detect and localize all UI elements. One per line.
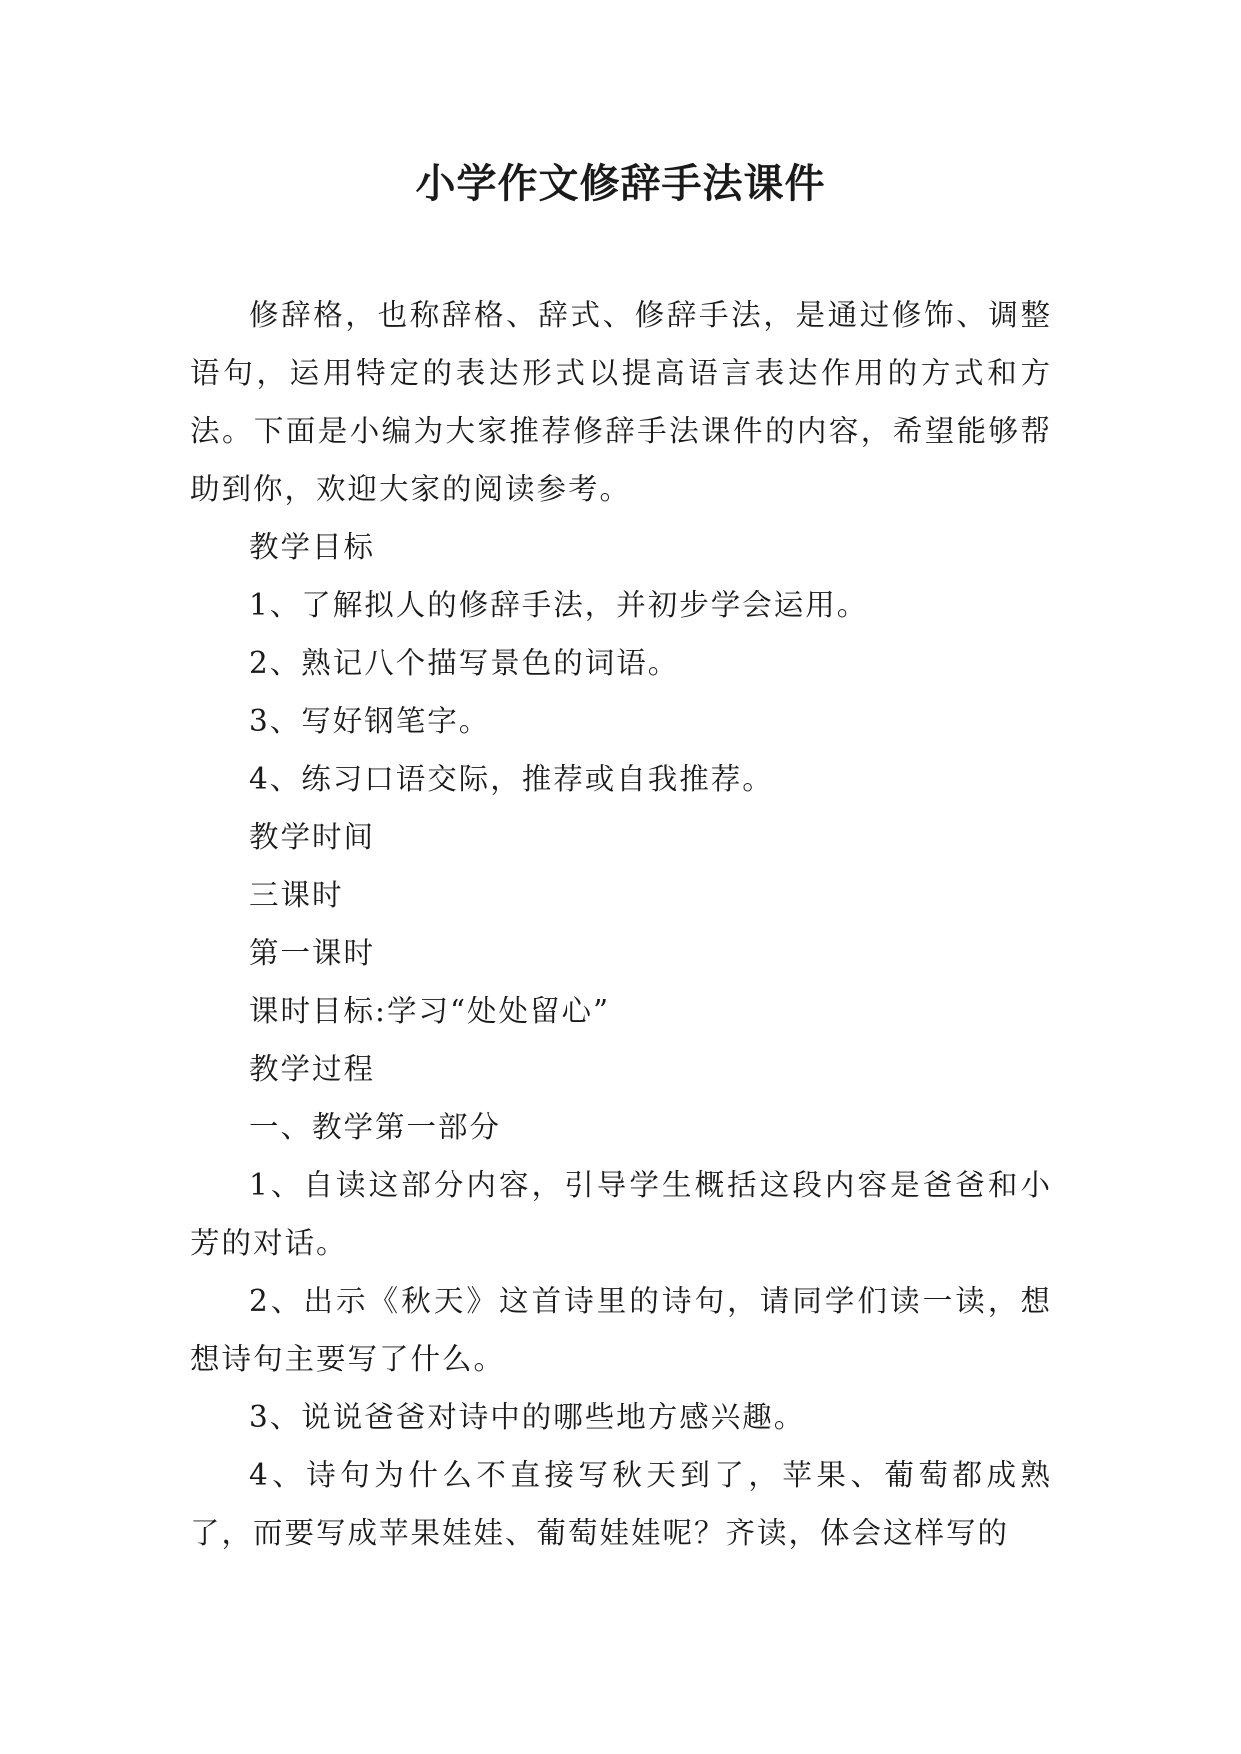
- process-step-3: 3、说说爸爸对诗中的哪些地方感兴趣。: [249, 1400, 806, 1434]
- intro-paragraph: 修辞格，也称辞格、辞式、修辞手法，是通过修饰、调整语句，运用特定的表达形式以提高语言表达作用的方式和方法。下面是小编为大家推荐修辞手法课件的内容，希望能够帮助到你，欢迎大家的阅读参考。: [190, 298, 1052, 506]
- goal-item-4: 4、练习口语交际，推荐或自我推荐。: [249, 762, 774, 796]
- goal-item-3: 3、写好钢笔字。: [249, 704, 491, 738]
- lesson-goal: 课时目标:学习“处处留心”: [249, 994, 611, 1028]
- process-step-1: 1、自读这部分内容，引导学生概括这段内容是爸爸和小芳的对话。: [190, 1168, 1052, 1260]
- document-title: 小学作文修辞手法课件: [415, 161, 826, 207]
- section-part-one: 一、教学第一部分: [249, 1110, 502, 1144]
- document-body: [190, 286, 1052, 1562]
- goal-item-2: 2、熟记八个描写景色的词语。: [249, 646, 680, 680]
- process-step-4: 4、诗句为什么不直接写秋天到了，苹果、葡萄都成熟了，而要写成苹果娃娃、葡萄娃娃呢？齐读，体会这样写的: [190, 1458, 1052, 1550]
- heading-teaching-process: 教学过程: [249, 1052, 376, 1086]
- heading-first-lesson: 第一课时: [249, 936, 376, 970]
- heading-teaching-goals: 教学目标: [249, 530, 376, 564]
- heading-teaching-time: 教学时间: [249, 820, 376, 854]
- teaching-time-value: 三课时: [249, 878, 344, 912]
- process-step-2: 2、出示《秋天》这首诗里的诗句，请同学们读一读，想想诗句主要写了什么。: [190, 1284, 1052, 1376]
- goal-item-1: 1、了解拟人的修辞手法，并初步学会运用。: [249, 588, 869, 622]
